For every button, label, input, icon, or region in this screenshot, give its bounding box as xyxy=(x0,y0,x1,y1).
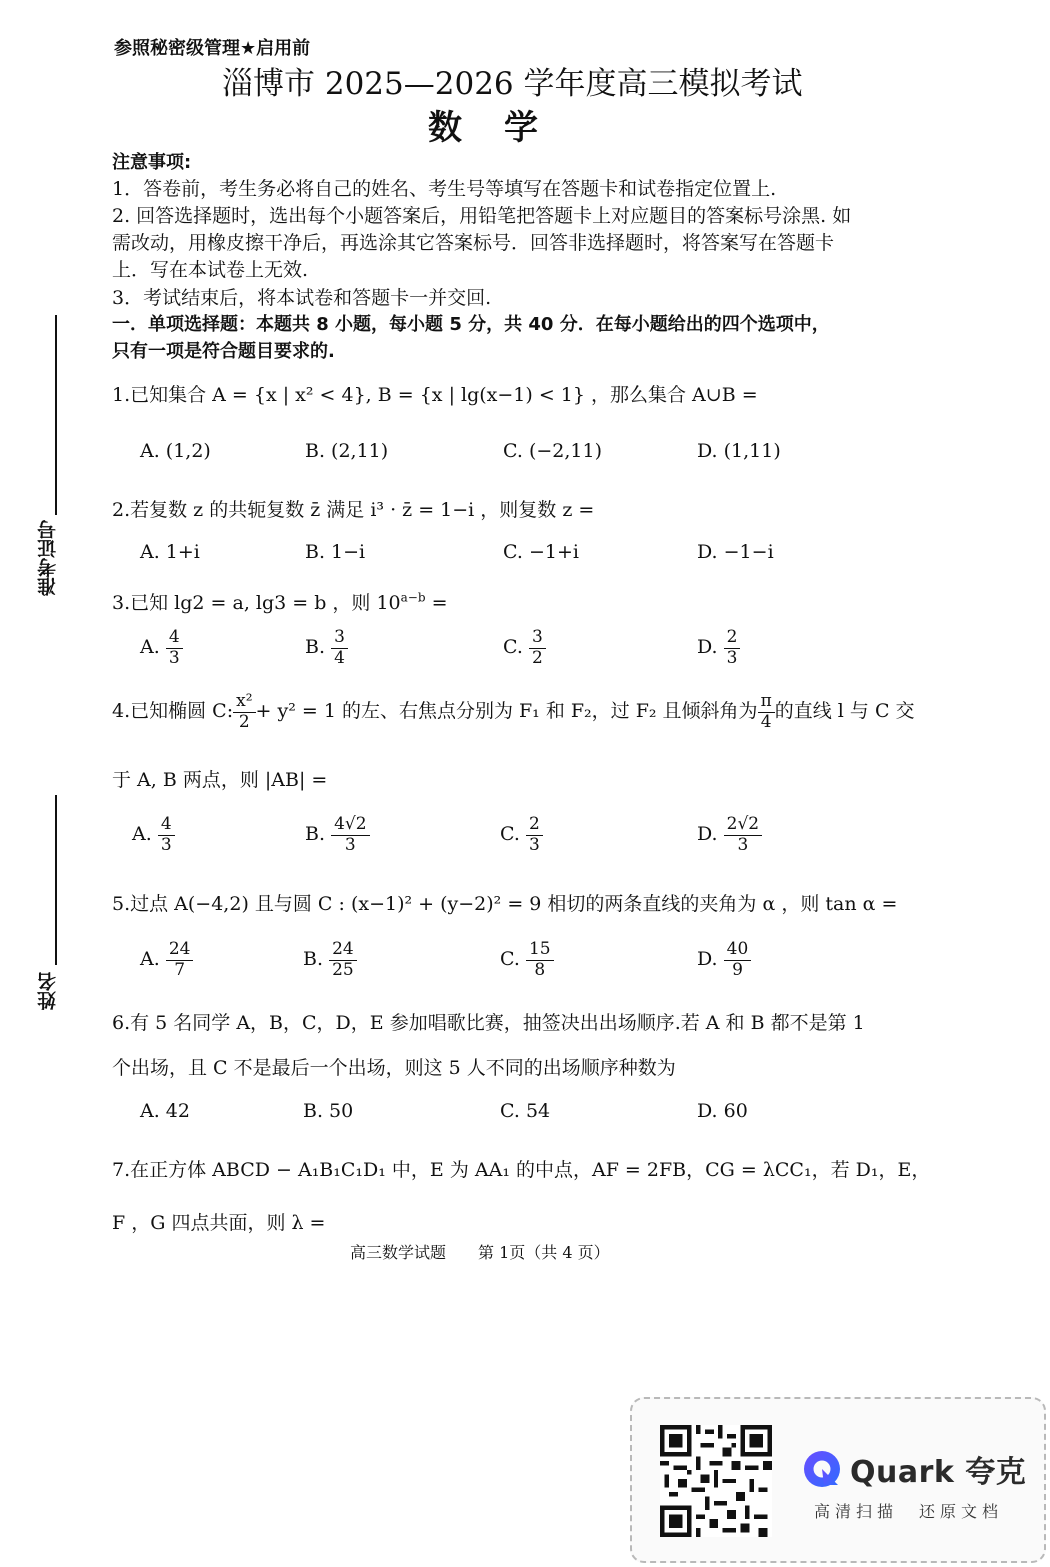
question-1-option-b: B. (2,11) xyxy=(305,440,389,462)
fraction-denominator: 2 xyxy=(238,711,250,732)
question-2-option-b: B. 1−i xyxy=(305,541,366,563)
question-6-option-c: C. 54 xyxy=(500,1100,551,1122)
section-heading-line-2: 只有一项是符合题目要求的. xyxy=(112,341,335,362)
name-line xyxy=(55,795,57,965)
question-3-option-a xyxy=(140,628,183,668)
question-3-option-d xyxy=(697,628,740,668)
option-fraction xyxy=(724,940,752,980)
fraction-numerator: 3 xyxy=(529,628,546,649)
question-2-option-a: A. 1+i xyxy=(140,541,200,563)
stem-part: 的直线 l 与 C 交 xyxy=(774,700,915,723)
question-3-option-c xyxy=(503,628,546,668)
option-label: A. xyxy=(140,948,160,971)
question-4-option-b xyxy=(305,815,370,855)
question-6-stem-line-2: 个出场，且 C 不是最后一个出场，则这 5 人不同的出场顺序种数为 xyxy=(112,1057,676,1079)
qr-code-icon xyxy=(660,1425,772,1537)
question-6-option-b: B. 50 xyxy=(303,1100,354,1122)
option-fraction xyxy=(526,815,543,855)
fraction-denominator: 25 xyxy=(332,959,354,980)
option-label: D. xyxy=(697,636,718,659)
exam-number-line xyxy=(55,315,57,515)
notice-heading: 注意事项: xyxy=(112,152,192,173)
question-1-option-c: C. (−2,11) xyxy=(503,440,602,462)
fraction-numerator: 24 xyxy=(329,940,357,961)
fraction-denominator: 3 xyxy=(344,834,356,855)
fraction-numerator: 4 xyxy=(166,628,183,649)
fraction-denominator: 3 xyxy=(528,834,540,855)
quark-logo-icon xyxy=(802,1449,842,1489)
question-3-stem-text: 3.已知 lg2 = a, lg3 = b ，则 10 xyxy=(112,592,401,614)
option-fraction xyxy=(529,628,546,668)
fraction-numerator: 24 xyxy=(166,940,194,961)
fraction-numerator: 4√2 xyxy=(331,815,369,836)
question-2-stem: 2.若复数 z 的共轭复数 z̄ 满足 i³ · z̄ = 1−i ，则复数 z = xyxy=(112,499,595,521)
option-label: D. xyxy=(697,823,718,846)
notice-item-2-line-1: 2. 回答选择题时，选出每个小题答案后，用铅笔把答题卡上对应题目的答案标号涂黑. 如 xyxy=(112,205,852,227)
notice-item-3: 3．考试结束后，将本试卷和答题卡一并交回. xyxy=(112,287,492,309)
fraction-denominator: 3 xyxy=(160,834,172,855)
ellipse-fraction xyxy=(233,692,255,732)
angle-fraction xyxy=(758,692,775,732)
stem-part: 4.已知椭圆 C: xyxy=(112,700,234,723)
question-3-exponent: a−b xyxy=(400,590,426,605)
option-fraction xyxy=(331,815,369,855)
question-7-stem-line-2: F ，G 四点共面，则 λ = xyxy=(112,1212,326,1234)
stem-part: + y² = 1 的左、右焦点分别为 F₁ 和 F₂，过 F₂ 且倾斜角为 xyxy=(255,700,758,723)
question-5-option-b xyxy=(303,940,357,980)
option-fraction xyxy=(166,940,194,980)
notice-item-2-line-2: 需改动，用橡皮擦干净后，再选涂其它答案标号．回答非选择题时，将答案写在答题卡 xyxy=(112,232,835,254)
question-5-option-a xyxy=(140,940,193,980)
fraction-denominator: 4 xyxy=(760,711,772,732)
notice-item-2-line-3: 上．写在本试卷上无效. xyxy=(112,259,309,281)
question-5-option-c xyxy=(500,940,554,980)
question-7-stem-line-1: 7.在正方体 ABCD − A₁B₁C₁D₁ 中，E 为 AA₁ 的中点，AF = 2FB，CG = λCC₁，若 D₁，E， xyxy=(112,1159,931,1181)
option-label: B. xyxy=(303,948,324,971)
option-fraction xyxy=(331,628,348,668)
question-6-option-d: D. 60 xyxy=(697,1100,748,1122)
option-fraction xyxy=(158,815,175,855)
question-4-stem-line-2: 于 A, B 两点，则 |AB| = xyxy=(112,769,328,791)
fraction-denominator: 3 xyxy=(168,647,180,668)
question-3-option-b xyxy=(305,628,348,668)
fraction-numerator: 3 xyxy=(331,628,348,649)
option-label: A. xyxy=(132,823,152,846)
question-5-option-d xyxy=(697,940,751,980)
question-1-option-d: D. (1,11) xyxy=(697,440,781,462)
question-4-option-c xyxy=(500,815,543,855)
fraction-denominator: 8 xyxy=(534,959,546,980)
question-5-stem: 5.过点 A(−4,2) 且与圆 C : (x−1)² + (y−2)² = 9 相切的两条直线的夹角为 α ，则 tan α = xyxy=(112,893,898,915)
name-label: 姓名 xyxy=(37,972,59,1010)
fraction-denominator: 2 xyxy=(531,647,543,668)
exam-title: 淄博市 2025—2026 学年度高三模拟考试 xyxy=(222,66,803,102)
question-6-option-a: A. 42 xyxy=(140,1100,190,1122)
exam-number-label: 准考证号 xyxy=(37,520,59,596)
option-label: A. xyxy=(140,636,160,659)
option-fraction xyxy=(329,940,357,980)
fraction-numerator: 4 xyxy=(158,815,175,836)
fraction-numerator: 2 xyxy=(724,628,741,649)
question-3-stem xyxy=(112,588,448,615)
fraction-denominator: 3 xyxy=(737,834,749,855)
fraction-numerator: 40 xyxy=(724,940,752,961)
question-2-option-d: D. −1−i xyxy=(697,541,774,563)
quark-tagline: 高清扫描 还原文档 xyxy=(814,1502,1004,1521)
notice-item-1: 1．答卷前，考生务必将自己的姓名、考生号等填写在答题卡和试卷指定位置上. xyxy=(112,178,777,200)
option-fraction xyxy=(166,628,183,668)
option-label: B. xyxy=(305,636,326,659)
option-fraction xyxy=(526,940,554,980)
option-fraction xyxy=(724,628,741,668)
question-1-stem: 1.已知集合 A = {x | x² < 4}, B = {x | lg(x−1) < 1} ，那么集合 A∪B = xyxy=(112,384,758,406)
question-3-stem-tail: = xyxy=(425,592,448,614)
fraction-numerator: π xyxy=(758,692,775,713)
section-heading-line-1: 一．单项选择题：本题共 8 小题，每小题 5 分，共 40 分．在每小题给出的四个选项中， xyxy=(112,314,830,335)
question-1-option-a: A. (1,2) xyxy=(140,440,211,462)
option-label: C. xyxy=(503,636,523,659)
question-4-stem-line-1 xyxy=(112,692,915,732)
question-6-stem-line-1: 6.有 5 名同学 A，B，C，D，E 参加唱歌比赛，抽签决出出场顺序.若 A 和 B 都不是第 1 xyxy=(112,1012,865,1034)
option-label: B. xyxy=(305,823,326,846)
fraction-numerator: 15 xyxy=(526,940,554,961)
question-2-option-c: C. −1+i xyxy=(503,541,579,563)
fraction-denominator: 4 xyxy=(334,647,345,668)
fraction-numerator: 2 xyxy=(526,815,543,836)
quark-brand-name: Quark 夸克 xyxy=(850,1455,1027,1490)
option-label: D. xyxy=(697,948,718,971)
quark-scan-badge xyxy=(630,1397,1046,1563)
fraction-denominator: 7 xyxy=(174,959,186,980)
question-4-option-a xyxy=(132,815,175,855)
option-fraction xyxy=(724,815,762,855)
option-label: C. xyxy=(500,823,520,846)
subject-title: 数 学 xyxy=(428,108,542,148)
fraction-denominator: 9 xyxy=(732,959,743,980)
fraction-numerator: x² xyxy=(233,692,255,713)
page-footer: 高三数学试题 第 1页（共 4 页） xyxy=(350,1243,610,1262)
fraction-numerator: 2√2 xyxy=(724,815,762,836)
option-label: C. xyxy=(500,948,520,971)
quark-logo xyxy=(802,1447,1026,1491)
question-4-option-d xyxy=(697,815,762,855)
fraction-denominator: 3 xyxy=(726,647,738,668)
confidentiality-note: 参照秘密级管理★启用前 xyxy=(114,38,311,59)
